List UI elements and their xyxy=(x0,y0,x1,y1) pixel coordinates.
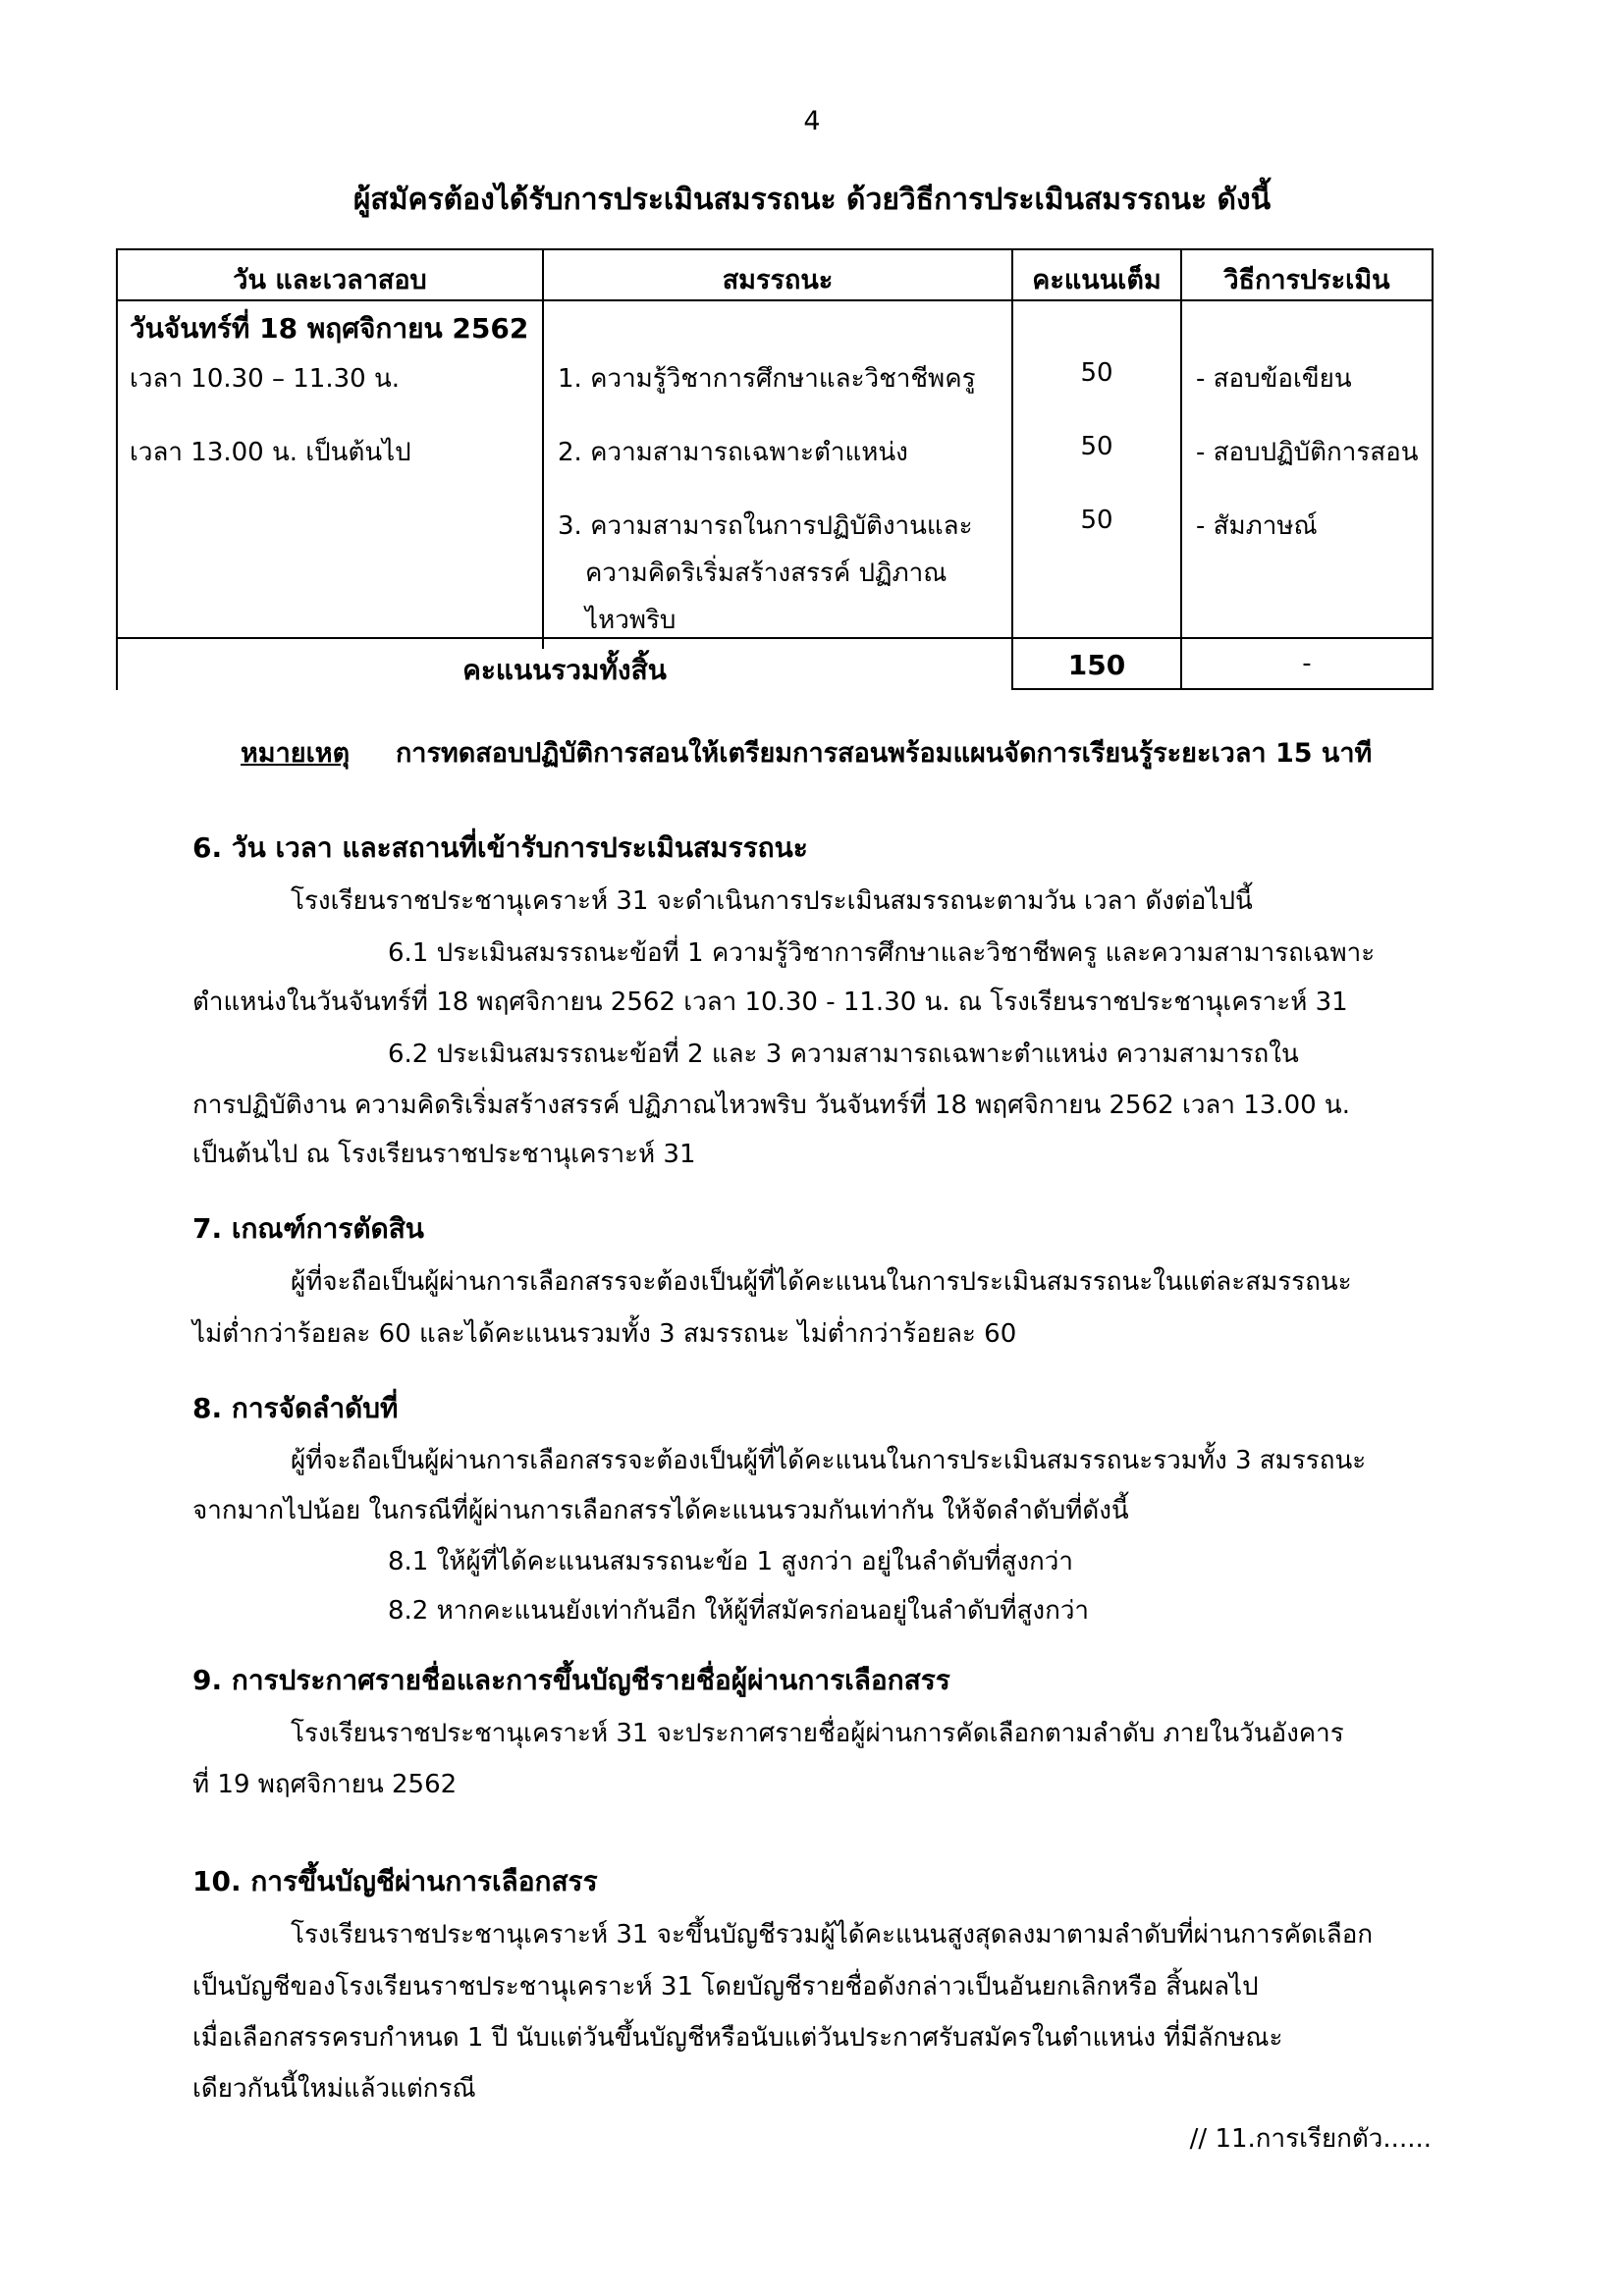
section-8-title: 8. การจัดลำดับที่ xyxy=(192,1392,399,1424)
section-10-line2: เป็นบัญชีของโรงเรียนราชประชานุเคราะห์ 31 โดยบัญชีรายชื่อดังกล่าวเป็นอันยกเลิกหรือ สิ้นผลไป xyxy=(192,1972,1259,2002)
section-8-line1: ผู้ที่จะถือเป็นผู้ผ่านการเลือกสรรจะต้องเป็นผู้ที่ได้คะแนนในการประเมินสมรรถนะรวมทั้ง 3 สมรรถนะ xyxy=(291,1446,1367,1475)
score-2: 50 xyxy=(1080,432,1113,461)
section-7-line2: ไม่ต่ำกว่าร้อยละ 60 และได้คะแนนรวมทั้ง 3 สมรรถนะ ไม่ต่ำกว่าร้อยละ 60 xyxy=(192,1319,1017,1349)
section-6-item-2-line2: การปฏิบัติงาน ความคิดริเริ่มสร้างสรรค์ ปฏิภาณไหวพริบ วันจันทร์ที่ 18 พฤศจิกายน 2562 เวลา 13.00 น. xyxy=(192,1091,1350,1120)
note xyxy=(241,731,1372,774)
method-3: - สัมภาษณ์ xyxy=(1196,511,1318,541)
header-method: วิธีการประเมิน xyxy=(1223,265,1390,295)
section-6-item-2-line1: 6.2 ประเมินสมรรถนะข้อที่ 2 และ 3 ความสามารถเฉพาะตำแหน่ง ความสามารถใน xyxy=(388,1040,1299,1069)
competency-3-line2: ความคิดริเริ่มสร้างสรรค์ ปฏิภาณ xyxy=(585,559,947,588)
section-10-title: 10. การขึ้นบัญชีผ่านการเลือกสรร xyxy=(192,1865,598,1897)
method-2: - สอบปฏิบัติการสอน xyxy=(1196,438,1419,467)
section-9-title: 9. การประกาศรายชื่อและการขึ้นบัญชีรายชื่อผู้ผ่านการเลือกสรร xyxy=(192,1664,950,1696)
section-8-item-1: 8.1 ให้ผู้ที่ได้คะแนนสมรรถนะข้อ 1 สูงกว่า อยู่ในลำดับที่สูงกว่า xyxy=(388,1547,1073,1576)
header-full-score: คะแนนเต็ม xyxy=(1032,265,1162,295)
note-label: หมายเหตุ xyxy=(241,738,351,769)
header-competency: สมรรถนะ xyxy=(722,265,834,295)
exam-date: วันจันทร์ที่ 18 พฤศจิกายน 2562 xyxy=(130,312,529,345)
section-7-line1: ผู้ที่จะถือเป็นผู้ผ่านการเลือกสรรจะต้องเป็นผู้ที่ได้คะแนนในการประเมินสมรรถนะในแต่ละสมรรถนะ xyxy=(291,1267,1352,1297)
section-6-item-1-line1: 6.1 ประเมินสมรรถนะข้อที่ 1 ความรู้วิชาการศึกษาและวิชาชีพครู และความสามารถเฉพาะ xyxy=(388,938,1376,968)
section-10-line3: เมื่อเลือกสรรครบกำหนด 1 ปี นับแต่วันขึ้นบัญชีหรือนับแต่วันประกาศรับสมัครในตำแหน่ง ที่มีลักษณะ xyxy=(192,2023,1283,2053)
total-method: - xyxy=(1302,649,1312,678)
section-10-line1: โรงเรียนราชประชานุเคราะห์ 31 จะขึ้นบัญชีรวมผู้ได้คะแนนสูงสุดลงมาตามลำดับที่ผ่านการคัดเลือก xyxy=(291,1920,1374,1949)
total-label: คะแนนรวมทั้งสิ้น xyxy=(118,649,1011,692)
note-text: การทดสอบปฏิบัติการสอนให้เตรียมการสอนพร้อมแผนจัดการเรียนรู้ระยะเวลา 15 นาที xyxy=(395,738,1373,769)
continuation-text: // 11.การเรียกตัว...... xyxy=(1189,2124,1432,2154)
section-10-line4: เดียวกันนี้ใหม่แล้วแต่กรณี xyxy=(192,2074,476,2104)
competency-table xyxy=(116,248,1434,690)
exam-time-1: เวลา 10.30 – 11.30 น. xyxy=(130,364,400,394)
method-1: - สอบข้อเขียน xyxy=(1196,364,1352,394)
competency-3-line3: ไหวพริบ xyxy=(585,606,677,635)
table-title: ผู้สมัครต้องได้รับการประเมินสมรรถนะ ด้วยวิธีการประเมินสมรรถนะ ดังนี้ xyxy=(352,183,1272,217)
section-8-item-2: 8.2 หากคะแนนยังเท่ากันอีก ให้ผู้ที่สมัครก่อนอยู่ในลำดับที่สูงกว่า xyxy=(388,1596,1090,1626)
section-6-intro: โรงเรียนราชประชานุเคราะห์ 31 จะดำเนินการประเมินสมรรถนะตามวัน เวลา ดังต่อไปนี้ xyxy=(291,886,1253,916)
competency-1: 1. ความรู้วิชาการศึกษาและวิชาชีพครู xyxy=(558,364,976,394)
competency-2: 2. ความสามารถเฉพาะตำแหน่ง xyxy=(558,438,908,467)
competency-3-line1: 3. ความสามารถในการปฏิบัติงานและ xyxy=(558,511,973,541)
section-6-title: 6. วัน เวลา และสถานที่เข้ารับการประเมินสมรรถนะ xyxy=(192,831,808,864)
score-3: 50 xyxy=(1080,506,1113,535)
total-score: 150 xyxy=(1067,649,1126,681)
section-9-line2: ที่ 19 พฤศจิกายน 2562 xyxy=(192,1770,458,1799)
section-9-line1: โรงเรียนราชประชานุเคราะห์ 31 จะประกาศรายชื่อผู้ผ่านการคัดเลือกตามลำดับ ภายในวันอังคาร xyxy=(291,1719,1344,1748)
section-6-item-2-line3: เป็นต้นไป ณ โรงเรียนราชประชานุเคราะห์ 31 xyxy=(192,1140,696,1169)
section-6-item-1-line2: ตำแหน่งในวันจันทร์ที่ 18 พฤศจิกายน 2562 เวลา 10.30 - 11.30 น. ณ โรงเรียนราชประชานุเคราะห์ 31 xyxy=(192,988,1348,1017)
section-8-line2: จากมากไปน้อย ในกรณีที่ผู้ผ่านการเลือกสรรได้คะแนนรวมกันเท่ากัน ให้จัดลำดับที่ดังนี้ xyxy=(192,1496,1129,1525)
exam-time-2: เวลา 13.00 น. เป็นต้นไป xyxy=(130,438,411,467)
score-1: 50 xyxy=(1080,358,1113,388)
section-7-title: 7. เกณฑ์การตัดสิน xyxy=(192,1212,424,1245)
page-number: 4 xyxy=(803,106,821,136)
header-date-time: วัน และเวลาสอบ xyxy=(233,265,427,295)
